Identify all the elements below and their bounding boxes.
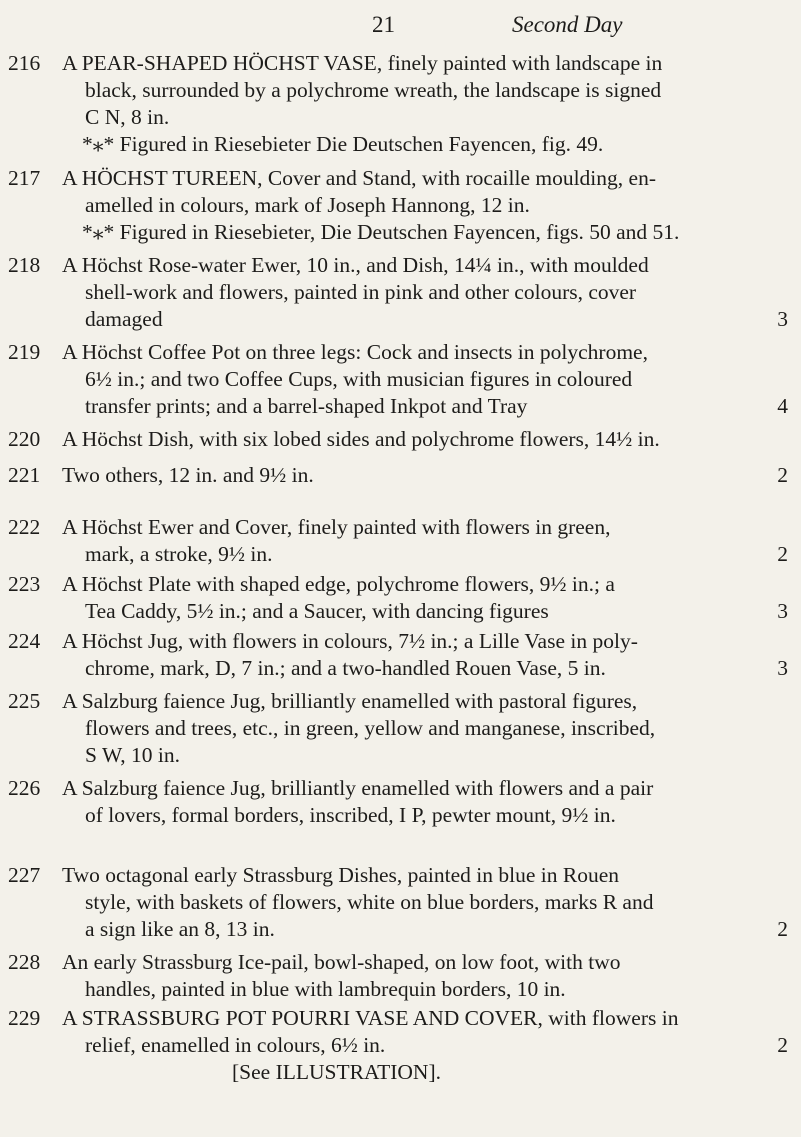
lot-line: handles, painted in blue with lambrequin borders, 10 in. xyxy=(85,977,566,1001)
lot-quantity: 2 xyxy=(777,542,788,566)
lot-number: 218 xyxy=(8,253,41,277)
lot-entry xyxy=(8,462,788,489)
lot-line: A Salzburg faience Jug, brilliantly enamelled with pastoral figures, xyxy=(62,689,638,713)
lot-line: Two others, 12 in. and 9½ in. 2 xyxy=(62,463,788,487)
lot-description xyxy=(62,862,788,943)
lot-entry xyxy=(8,426,788,453)
lot-line: flowers and trees, etc., in green, yellow and manganese, inscribed, xyxy=(85,716,656,740)
lot-number: 227 xyxy=(8,863,41,887)
lot-description xyxy=(62,571,788,625)
lot-line: An early Strassburg Ice-pail, bowl-shaped, on low foot, with two xyxy=(62,950,621,974)
lot-description xyxy=(62,688,788,769)
lot-number: 229 xyxy=(8,1006,41,1030)
lot-line: *⁎* Figured in Riesebieter, Die Deutschen Fayencen, figs. 50 and 51. xyxy=(82,220,680,244)
lot-entry xyxy=(8,775,788,829)
lot-number: 223 xyxy=(8,572,41,596)
lot-entry xyxy=(8,339,788,420)
lot-entry xyxy=(8,862,788,943)
lot-line: A Salzburg faience Jug, brilliantly enamelled with flowers and a pair xyxy=(62,776,654,800)
lot-quantity: 2 xyxy=(777,463,788,487)
lot-line: chrome, mark, D, 7 in.; and a two-handled Rouen Vase, 5 in. 3 xyxy=(85,656,788,680)
lot-description xyxy=(62,165,788,246)
lot-number: 217 xyxy=(8,166,41,190)
lot-quantity: 3 xyxy=(777,599,788,623)
illustration-note: [See ILLUSTRATION]. xyxy=(232,1060,441,1084)
lot-number: 222 xyxy=(8,515,41,539)
lot-line: transfer prints; and a barrel-shaped Inkpot and Tray 4 xyxy=(85,394,788,418)
lot-quantity: 3 xyxy=(777,656,788,680)
lot-number: 219 xyxy=(8,340,41,364)
lot-line: of lovers, formal borders, inscribed, I P, pewter mount, 9½ in. xyxy=(85,803,616,827)
lot-line: A Höchst Plate with shaped edge, polychrome flowers, 9½ in.; a xyxy=(62,572,615,596)
lot-line: amelled in colours, mark of Joseph Hannong, 12 in. xyxy=(85,193,530,217)
lot-description xyxy=(62,1005,788,1086)
lot-line: A Höchst Ewer and Cover, finely painted with flowers in green, xyxy=(62,515,611,539)
lot-line: black, surrounded by a polychrome wreath, the landscape is signed xyxy=(85,78,662,102)
lot-quantity: 2 xyxy=(777,1033,788,1057)
lot-line: A Höchst Coffee Pot on three legs: Cock and insects in polychrome, xyxy=(62,340,648,364)
lot-line: mark, a stroke, 9½ in. 2 xyxy=(85,542,788,566)
lot-description xyxy=(62,628,788,682)
lot-line: C N, 8 in. xyxy=(85,105,170,129)
page-header xyxy=(0,8,801,42)
lot-line: A STRASSBURG POT POURRI VASE AND COVER, with flowers in xyxy=(62,1006,679,1030)
lot-number: 225 xyxy=(8,689,41,713)
lot-entry xyxy=(8,514,788,568)
lot-description xyxy=(62,252,788,333)
lot-line: a sign like an 8, 13 in. 2 xyxy=(85,917,788,941)
lot-line: A Höchst Rose-water Ewer, 10 in., and Dish, 14¼ in., with moulded xyxy=(62,253,649,277)
lot-quantity: 3 xyxy=(777,307,788,331)
lot-line: style, with baskets of flowers, white on blue borders, marks R and xyxy=(85,890,654,914)
lot-entry xyxy=(8,252,788,333)
lot-description xyxy=(62,50,788,158)
lot-description xyxy=(62,339,788,420)
lot-entry xyxy=(8,628,788,682)
lot-number: 226 xyxy=(8,776,41,800)
lot-line: Two octagonal early Strassburg Dishes, painted in blue in Rouen xyxy=(62,863,619,887)
lot-number: 216 xyxy=(8,51,41,75)
lot-line: A Höchst Dish, with six lobed sides and polychrome flowers, 14½ in. xyxy=(62,427,660,451)
lot-quantity: 2 xyxy=(777,917,788,941)
lot-description xyxy=(62,462,788,489)
lot-line: relief, enamelled in colours, 6½ in. 2 xyxy=(85,1033,788,1057)
lot-entry xyxy=(8,1005,788,1086)
lot-description xyxy=(62,426,788,453)
lot-entry xyxy=(8,949,788,1003)
lot-number: 224 xyxy=(8,629,41,653)
lot-entry xyxy=(8,50,788,158)
lot-entry xyxy=(8,688,788,769)
lot-line: A PEAR-SHAPED HÖCHST VASE, finely painted with landscape in xyxy=(62,51,663,75)
lot-line: A HÖCHST TUREEN, Cover and Stand, with rocaille moulding, en- xyxy=(62,166,656,190)
lot-line: S W, 10 in. xyxy=(85,743,180,767)
section-title: Second Day xyxy=(512,12,623,37)
lot-entry xyxy=(8,571,788,625)
lot-line: *⁎* Figured in Riesebieter Die Deutschen Fayencen, fig. 49. xyxy=(82,132,604,156)
page-number: 21 xyxy=(372,12,395,37)
lot-entry xyxy=(8,165,788,246)
lot-number: 221 xyxy=(8,463,41,487)
lot-line: 6½ in.; and two Coffee Cups, with musician figures in coloured xyxy=(85,367,633,391)
lot-line: shell-work and flowers, painted in pink and other colours, cover xyxy=(85,280,637,304)
lot-description xyxy=(62,514,788,568)
lot-number: 228 xyxy=(8,950,41,974)
lot-description xyxy=(62,775,788,829)
lot-line: damaged 3 xyxy=(85,307,788,331)
lot-number: 220 xyxy=(8,427,41,451)
lot-quantity: 4 xyxy=(777,394,788,418)
lot-line: A Höchst Jug, with flowers in colours, 7½ in.; a Lille Vase in poly- xyxy=(62,629,638,653)
lot-line: Tea Caddy, 5½ in.; and a Saucer, with dancing figures 3 xyxy=(85,599,788,623)
lot-description xyxy=(62,949,788,1003)
